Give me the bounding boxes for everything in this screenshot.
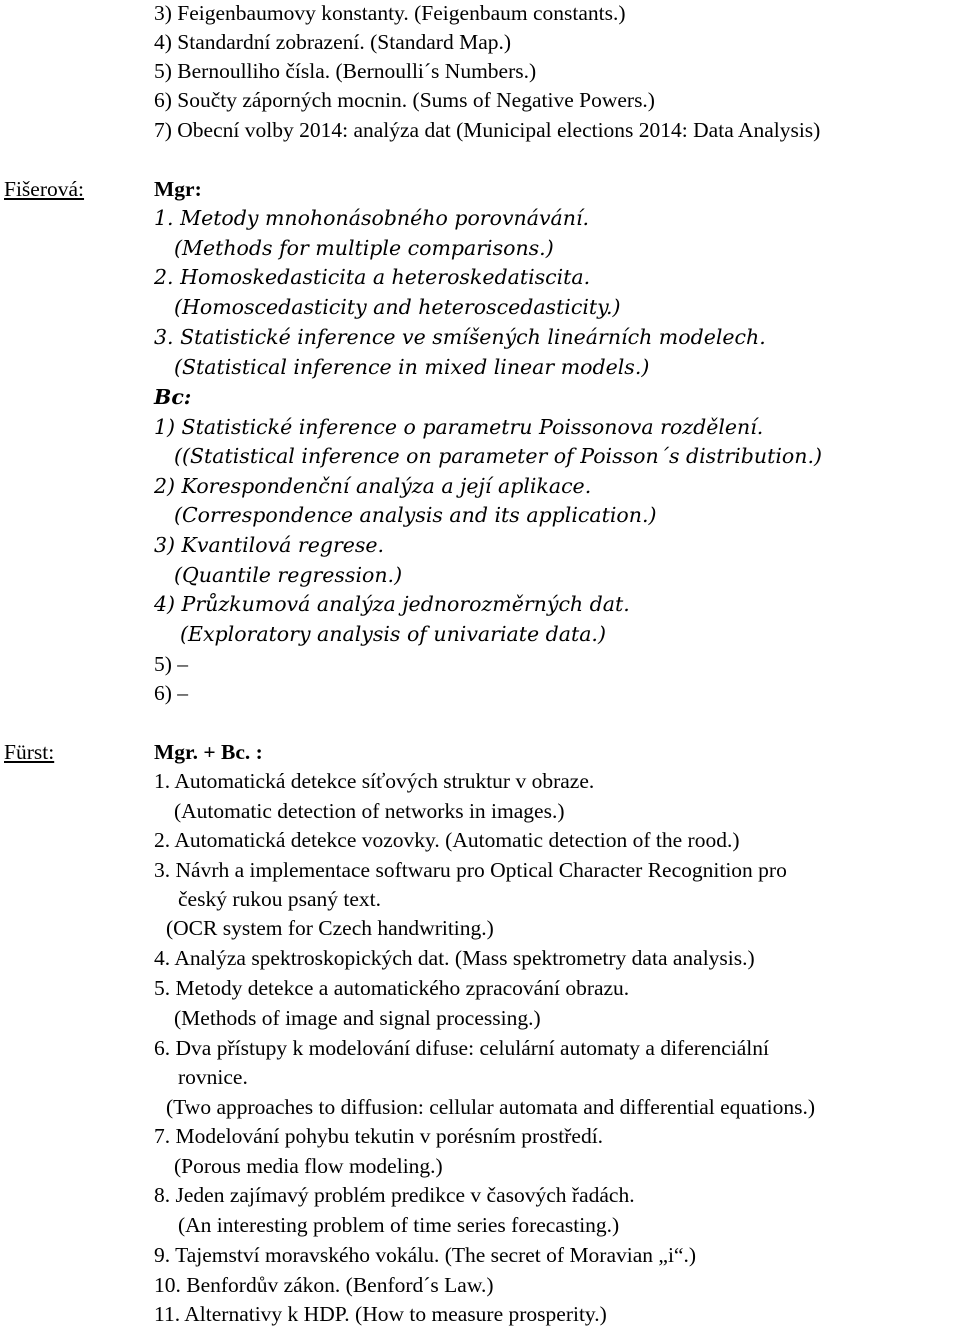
furst-item: (Automatic detection of networks in images.) (174, 799, 565, 823)
furst-item: český rukou psaný text. (178, 887, 382, 911)
furst-item: (OCR system for Czech handwriting.) (166, 916, 494, 940)
fiserova-mgr-heading: Mgr: (154, 177, 202, 201)
fiserova-bc-item: 6) – (154, 681, 189, 705)
fiserova-mgr-item: 1. Metody mnohonásobného porovnávání. (154, 206, 590, 230)
furst-item: 2. Automatická detekce vozovky. (Automatic detection of the rood.) (154, 828, 740, 852)
furst-item: (Two approaches to diffusion: cellular automata and differential equations.) (166, 1095, 816, 1119)
fiserova-bc-heading: Bc: (154, 385, 192, 409)
furst-item: rovnice. (178, 1065, 248, 1089)
furst-item: (Porous media flow modeling.) (174, 1154, 443, 1178)
top-list-item: 4) Standardní zobrazení. (Standard Map.) (154, 30, 512, 54)
fiserova-mgr-item: 3. Statistické inference ve smíšených lineárních modelech. (154, 325, 766, 349)
furst-item: 9. Tajemství moravského vokálu. (The secret of Moravian „i“.) (154, 1243, 696, 1267)
furst-item: (Methods of image and signal processing.) (174, 1006, 541, 1030)
fiserova-bc-item: 1) Statistické inference o parametru Poissonova rozdělení. (154, 415, 764, 439)
fiserova-bc-item: 3) Kvantilová regrese. (154, 533, 385, 557)
furst-heading: Mgr. + Bc. : (154, 740, 263, 764)
furst-item: (An interesting problem of time series forecasting.) (178, 1213, 620, 1237)
top-list-item: 3) Feigenbaumovy konstanty. (Feigenbaum constants.) (154, 1, 626, 25)
fiserova-bc-item: (Quantile regression.) (174, 563, 403, 587)
furst-item: 5. Metody detekce a automatického zpracování obrazu. (154, 976, 630, 1000)
supervisor-name-fiserova: Fišerová: (4, 177, 85, 201)
fiserova-mgr-item: (Homoscedasticity and heteroscedasticity.) (174, 295, 621, 319)
top-list-item: 5) Bernoulliho čísla. (Bernoulli´s Numbers.) (154, 59, 537, 83)
furst-item: 4. Analýza spektroskopických dat. (Mass spektrometry data analysis.) (154, 946, 755, 970)
furst-item: 3. Návrh a implementace softwaru pro Optical Character Recognition pro (154, 858, 787, 882)
fiserova-bc-item: (Exploratory analysis of univariate data.) (180, 622, 606, 646)
furst-item: 8. Jeden zajímavý problém predikce v časových řadách. (154, 1183, 635, 1207)
top-list-item: 6) Součty záporných mocnin. (Sums of Negative Powers.) (154, 88, 655, 112)
fiserova-bc-item: 4) Průzkumová analýza jednorozměrných dat. (154, 592, 630, 616)
furst-item: 7. Modelování pohybu tekutin v porésním prostředí. (154, 1124, 604, 1148)
fiserova-bc-item: 2) Korespondenční analýza a její aplikace. (154, 474, 592, 498)
fiserova-bc-item: (Correspondence analysis and its application.) (174, 503, 657, 527)
fiserova-mgr-item: (Methods for multiple comparisons.) (174, 236, 554, 260)
fiserova-bc-item: 5) – (154, 652, 189, 676)
furst-item: 1. Automatická detekce síťových struktur v obraze. (154, 769, 595, 793)
fiserova-bc-item: ((Statistical inference on parameter of Poisson´s distribution.) (174, 444, 822, 468)
fiserova-mgr-item: 2. Homoskedasticita a heteroskedatiscita. (154, 265, 591, 289)
supervisor-name-furst: Fürst: (4, 740, 55, 764)
furst-item: 11. Alternativy k HDP. (How to measure prosperity.) (154, 1302, 607, 1326)
fiserova-mgr-item: (Statistical inference in mixed linear models.) (174, 355, 650, 379)
furst-item: 10. Benfordův zákon. (Benford´s Law.) (154, 1273, 494, 1297)
top-list-item: 7) Obecní volby 2014: analýza dat (Municipal elections 2014: Data Analysis) (154, 118, 821, 142)
furst-item: 6. Dva přístupy k modelování difuse: celulární automaty a diferenciální (154, 1036, 769, 1060)
